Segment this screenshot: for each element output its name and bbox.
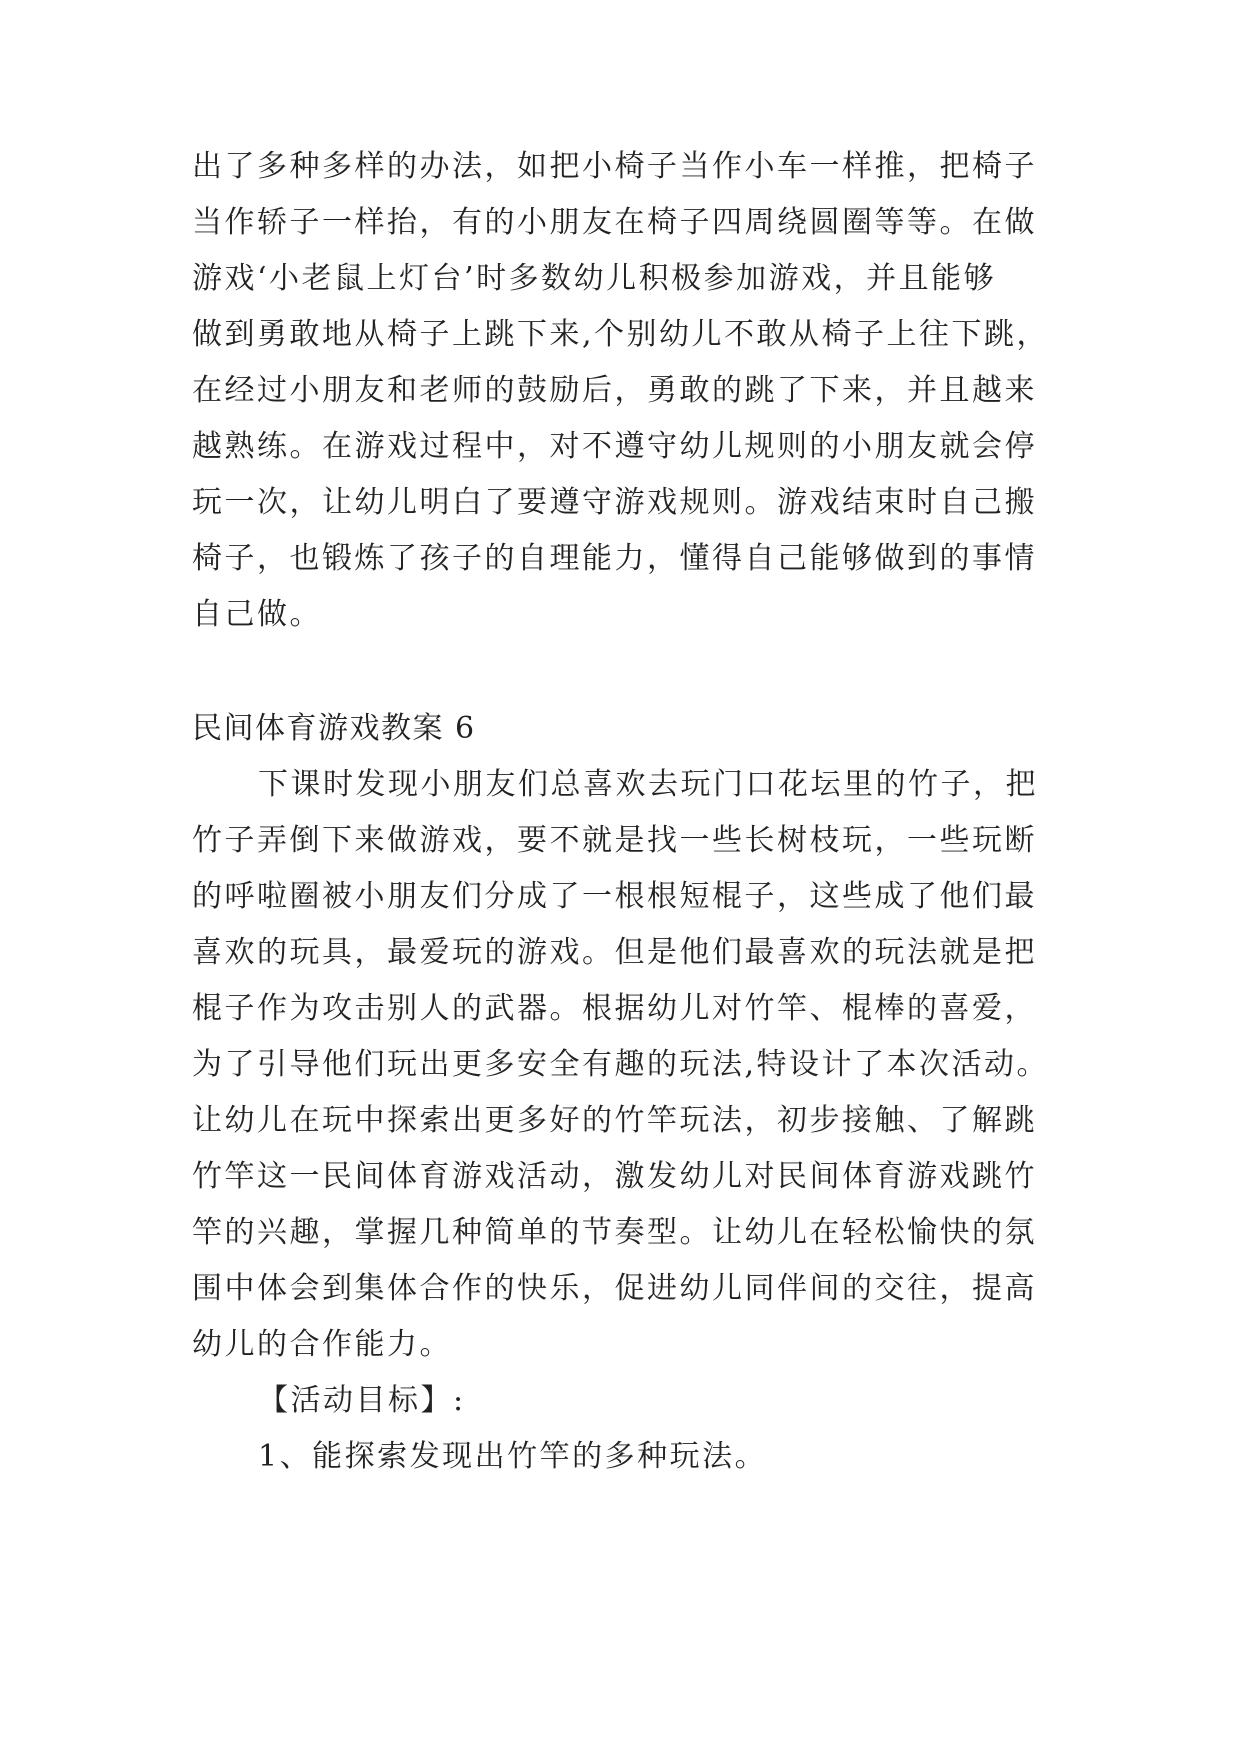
paragraph-line: 竹子弄倒下来做游戏，要不就是找一些长树枝玩，一些玩断 xyxy=(192,823,1037,858)
paragraph-line: 让幼儿在玩中探索出更多好的竹竿玩法，初步接触、了解跳 xyxy=(192,1103,1037,1138)
paragraph-line: 做到勇敢地从椅子上跳下来,个别幼儿不敢从椅子上往下跳， xyxy=(192,317,1050,352)
paragraph-line: 当作轿子一样抬，有的小朋友在椅子四周绕圆圈等等。在做 xyxy=(192,205,1037,240)
paragraph-line: 在经过小朋友和老师的鼓励后，勇敢的跳了下来，并且越来 xyxy=(192,373,1037,408)
goals-heading: 【活动目标】: xyxy=(258,1383,466,1418)
paragraph-line: 棍子作为攻击别人的武器。根据幼儿对竹竿、棍棒的喜爱， xyxy=(192,991,1037,1026)
paragraph-line: 出了多种多样的办法，如把小椅子当作小车一样推，把椅子 xyxy=(192,149,1037,184)
paragraph-line: 椅子，也锻炼了孩子的自理能力，懂得自己能够做到的事情 xyxy=(192,541,1037,576)
paragraph-line: 竹竿这一民间体育游戏活动，激发幼儿对民间体育游戏跳竹 xyxy=(192,1159,1037,1194)
paragraph-line: 竿的兴趣，掌握几种简单的节奏型。让幼儿在轻松愉快的氛 xyxy=(192,1215,1037,1250)
paragraph-line: 玩一次，让幼儿明白了要遵守游戏规则。游戏结束时自己搬 xyxy=(192,485,1037,520)
paragraph-line: 越熟练。在游戏过程中，对不遵守幼儿规则的小朋友就会停 xyxy=(192,429,1037,464)
paragraph-line: 为了引导他们玩出更多安全有趣的玩法,特设计了本次活动。 xyxy=(192,1047,1050,1082)
goal-item: 1、能探索发现出竹竿的多种玩法。 xyxy=(258,1439,768,1474)
paragraph-line: 幼儿的合作能力。 xyxy=(192,1327,452,1362)
paragraph-line: 自己做。 xyxy=(192,597,322,632)
section-title: 民间体育游戏教案 6 xyxy=(192,711,476,746)
paragraph-line: 围中体会到集体合作的快乐，促进幼儿同伴间的交往，提高 xyxy=(192,1271,1037,1306)
paragraph-line: 下课时发现小朋友们总喜欢去玩门口花坛里的竹子，把 xyxy=(258,767,1038,802)
paragraph-line: 喜欢的玩具，最爱玩的游戏。但是他们最喜欢的玩法就是把 xyxy=(192,935,1037,970)
paragraph-line: 游戏‘小老鼠上灯台’时多数幼儿积极参加游戏，并且能够 xyxy=(192,261,997,296)
paragraph-line: 的呼啦圈被小朋友们分成了一根根短棍子，这些成了他们最 xyxy=(192,879,1037,914)
